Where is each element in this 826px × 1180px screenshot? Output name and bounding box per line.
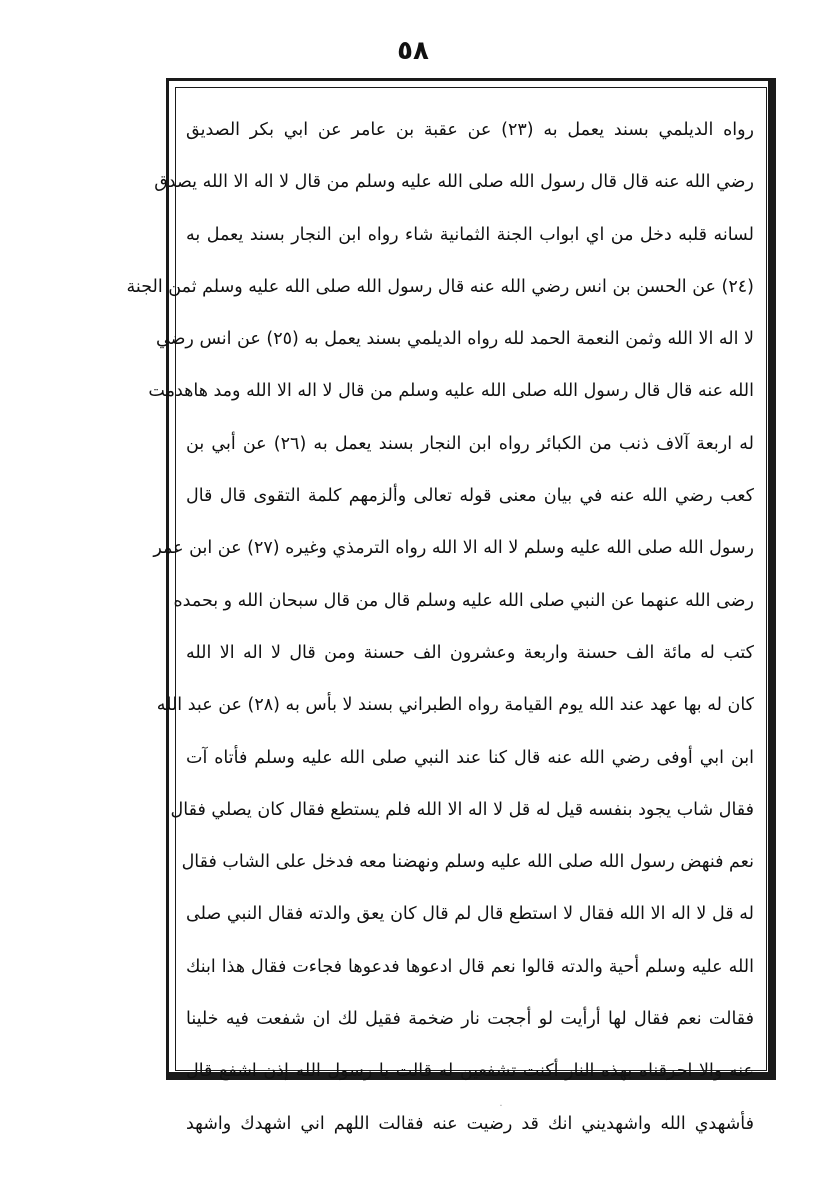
text-line: لسانه قلبه دخل من اي ابواب الجنة الثمانية شاء رواه ابن النجار بسند يعمل به: [186, 224, 754, 245]
text-line: رسول الله صلى الله عليه وسلم لا اله الا الله رواه الترمذي وغيره (٢٧) عن ابن عمر: [153, 538, 754, 559]
frame-shadow-right: [768, 78, 776, 1080]
text-line: رضي الله عنه قال قال رسول الله صلى الله عليه وسلم من قال لا اله الا الله يصدق: [154, 172, 754, 193]
page-number: ٥٨: [397, 36, 429, 66]
text-line: نعم فنهض رسول الله صلى الله عليه وسلم ونهضنا معه فدخل على الشاب فقال: [181, 852, 754, 873]
scan-speck-icon: ·: [499, 1101, 503, 1112]
text-line: لا اله الا الله وثمن النعمة الحمد لله رواه الديلمي بسند يعمل به (٢٥) عن انس رضي: [155, 329, 754, 350]
text-line: فقال شاب يجود بنفسه قيل له قل لا اله الا الله فلم يستطع فقال كان يصلي فقال: [170, 799, 754, 820]
text-line: له قل لا اله الا الله فقال لا استطع قال لم قال كان يعق والدته فقال النبي صلى: [186, 904, 754, 925]
text-line: عنه والا احرقناه بهذه النار أكنت تشفعين له قالت يا رسول الله إذن اشفع قال: [186, 1061, 754, 1082]
text-line: رواه الديلمي بسند يعمل به (٢٣) عن عقبة بن عامر عن ابي بكر الصديق: [186, 120, 754, 140]
text-line: فأشهدي الله واشهديني انك قد رضيت عنه فقالت اللهم اني اشهدك واشهد: [186, 1113, 754, 1134]
text-line: كتب له مائة الف حسنة واربعة وعشرون الف حسنة ومن قال لا اله الا الله: [186, 642, 754, 663]
text-line: رضى الله عنهما عن النبي صلى الله عليه وسلم قال من قال سبحان الله و بحمده: [173, 590, 754, 611]
text-line: ابن ابي أوفى رضي الله عنه قال كنا عند النبي صلى الله عليه وسلم فأتاه آت: [186, 747, 754, 768]
text-line: كان له بها عهد عند الله يوم القيامة رواه الطبراني بسند لا بأس به (٢٨) عن عبد الله: [156, 695, 754, 716]
text-line: الله عليه وسلم أحية والدته قالوا نعم قال ادعوها فدعوها فجاءت فقال هذا ابنك: [186, 956, 754, 977]
text-line: له اربعة آلاف ذنب من الكبائر رواه ابن النجار بسند يعمل به (٢٦) عن أبي بن: [186, 433, 754, 454]
text-line: الله عنه قال قال رسول الله صلى الله عليه وسلم من قال لا اله الا الله ومد هاهدمت: [148, 381, 754, 402]
text-line: (٢٤) عن الحسن بن انس رضي الله عنه قال رسول الله صلى الله عليه وسلم ثمن الجنة: [126, 276, 754, 297]
text-line: فقالت نعم فقال لها أرأيت لو أججت نار ضخمة فقيل لك ان شفعت فيه خلينا: [186, 1009, 754, 1030]
text-line: كعب رضي الله عنه في بيان معنى قوله تعالى وألزمهم كلمة التقوى قال قال: [186, 486, 754, 507]
main-text: [126, 104, 754, 1150]
